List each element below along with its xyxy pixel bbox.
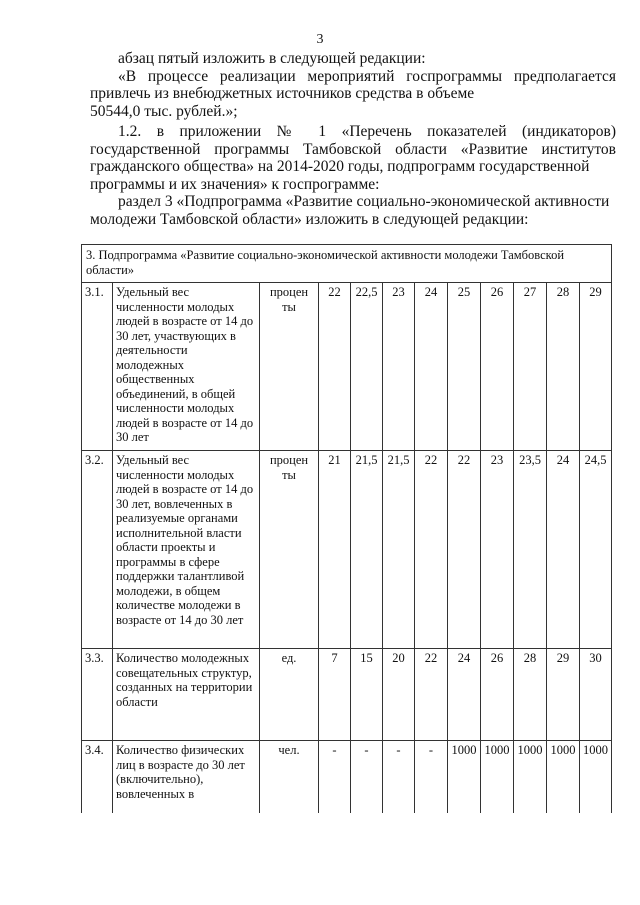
- table-row: [82, 649, 612, 741]
- unit-cell: процен ты: [260, 451, 319, 649]
- value-cell: 24: [415, 283, 448, 451]
- value-cell: 22: [448, 451, 481, 649]
- value-cell: 26: [481, 283, 514, 451]
- value-cell: 7: [319, 649, 351, 741]
- row-number: 3.3.: [82, 649, 113, 741]
- value-cell: 22: [415, 451, 448, 649]
- paragraph-3b: программы и их значения» к госпрограмме:: [90, 175, 380, 193]
- value-cell: 23: [383, 283, 415, 451]
- indicator-name: Удельный вес численности молодых людей в возрасте от 14 до 30 лет, вовлеченных в реализуемые органами исполнительной власти области проекты и программы в сфере поддержки талантливой молодежи, в общем количестве молодежи в возрасте от 14 до 30 лет: [113, 451, 260, 649]
- value-cell: 1000: [481, 741, 514, 813]
- value-cell: 1000: [580, 741, 612, 813]
- value-cell: 24: [547, 451, 580, 649]
- paragraph-2b: 50544,0 тыс. рублей.»;: [90, 102, 238, 120]
- indicator-table: [81, 244, 612, 813]
- value-cell: 28: [514, 649, 547, 741]
- unit-cell: чел.: [260, 741, 319, 813]
- value-cell: 29: [580, 283, 612, 451]
- indicator-name: Удельный вес численности молодых людей в возрасте от 14 до 30 лет, участвующих в деятельности молодежных общественных объединений, в общей численности молодых людей в возрасте от 14 до 30 лет: [113, 283, 260, 451]
- value-cell: 21: [319, 451, 351, 649]
- value-cell: -: [383, 741, 415, 813]
- paragraph-4b: молодежи Тамбовской области» изложить в следующей редакции:: [90, 210, 529, 228]
- value-cell: 22: [319, 283, 351, 451]
- value-cell: 24: [448, 649, 481, 741]
- value-cell: 22,5: [351, 283, 383, 451]
- body-text: [90, 50, 616, 228]
- value-cell: 25: [448, 283, 481, 451]
- value-cell: 28: [547, 283, 580, 451]
- value-cell: 1000: [448, 741, 481, 813]
- table-row: [82, 283, 612, 451]
- paragraph-1: абзац пятый изложить в следующей редакции:: [118, 50, 426, 67]
- table-row: [82, 451, 612, 649]
- row-number: 3.1.: [82, 283, 113, 451]
- unit-cell: ед.: [260, 649, 319, 741]
- value-cell: 23,5: [514, 451, 547, 649]
- unit-cell: процен ты: [260, 283, 319, 451]
- value-cell: -: [351, 741, 383, 813]
- value-cell: 21,5: [383, 451, 415, 649]
- indicator-name: Количество физических лиц в возрасте до 30 лет (включительно), вовлеченных в: [113, 741, 260, 813]
- value-cell: 24,5: [580, 451, 612, 649]
- value-cell: 29: [547, 649, 580, 741]
- value-cell: 1000: [514, 741, 547, 813]
- indicator-name: Количество молодежных совещательных структур, созданных на территории области: [113, 649, 260, 741]
- value-cell: 1000: [547, 741, 580, 813]
- value-cell: 22: [415, 649, 448, 741]
- paragraph-4a: раздел 3 «Подпрограмма «Развитие социально-экономической активности: [118, 193, 610, 210]
- value-cell: 21,5: [351, 451, 383, 649]
- value-cell: 30: [580, 649, 612, 741]
- value-cell: 20: [383, 649, 415, 741]
- paragraph-3a: 1.2. в приложении № 1 «Перечень показателей (индикаторов) государственной программы Тамбовской области «Развитие институтов гражданского общества» на 2014-2020 годы, подпрограмм государственной: [90, 123, 616, 175]
- value-cell: 27: [514, 283, 547, 451]
- paragraph-2a: «В процессе реализации мероприятий госпрограммы предполагается привлечь из внебюджетных источников средства в объеме: [90, 67, 616, 102]
- value-cell: -: [319, 741, 351, 813]
- row-number: 3.4.: [82, 741, 113, 813]
- value-cell: 15: [351, 649, 383, 741]
- page-number: 3: [316, 32, 324, 47]
- value-cell: 23: [481, 451, 514, 649]
- value-cell: -: [415, 741, 448, 813]
- value-cell: 26: [481, 649, 514, 741]
- row-number: 3.2.: [82, 451, 113, 649]
- table-section-header: 3. Подпрограмма «Развитие социально-экономической активности молодежи Тамбовской области»: [82, 245, 612, 283]
- table-row: [82, 741, 612, 813]
